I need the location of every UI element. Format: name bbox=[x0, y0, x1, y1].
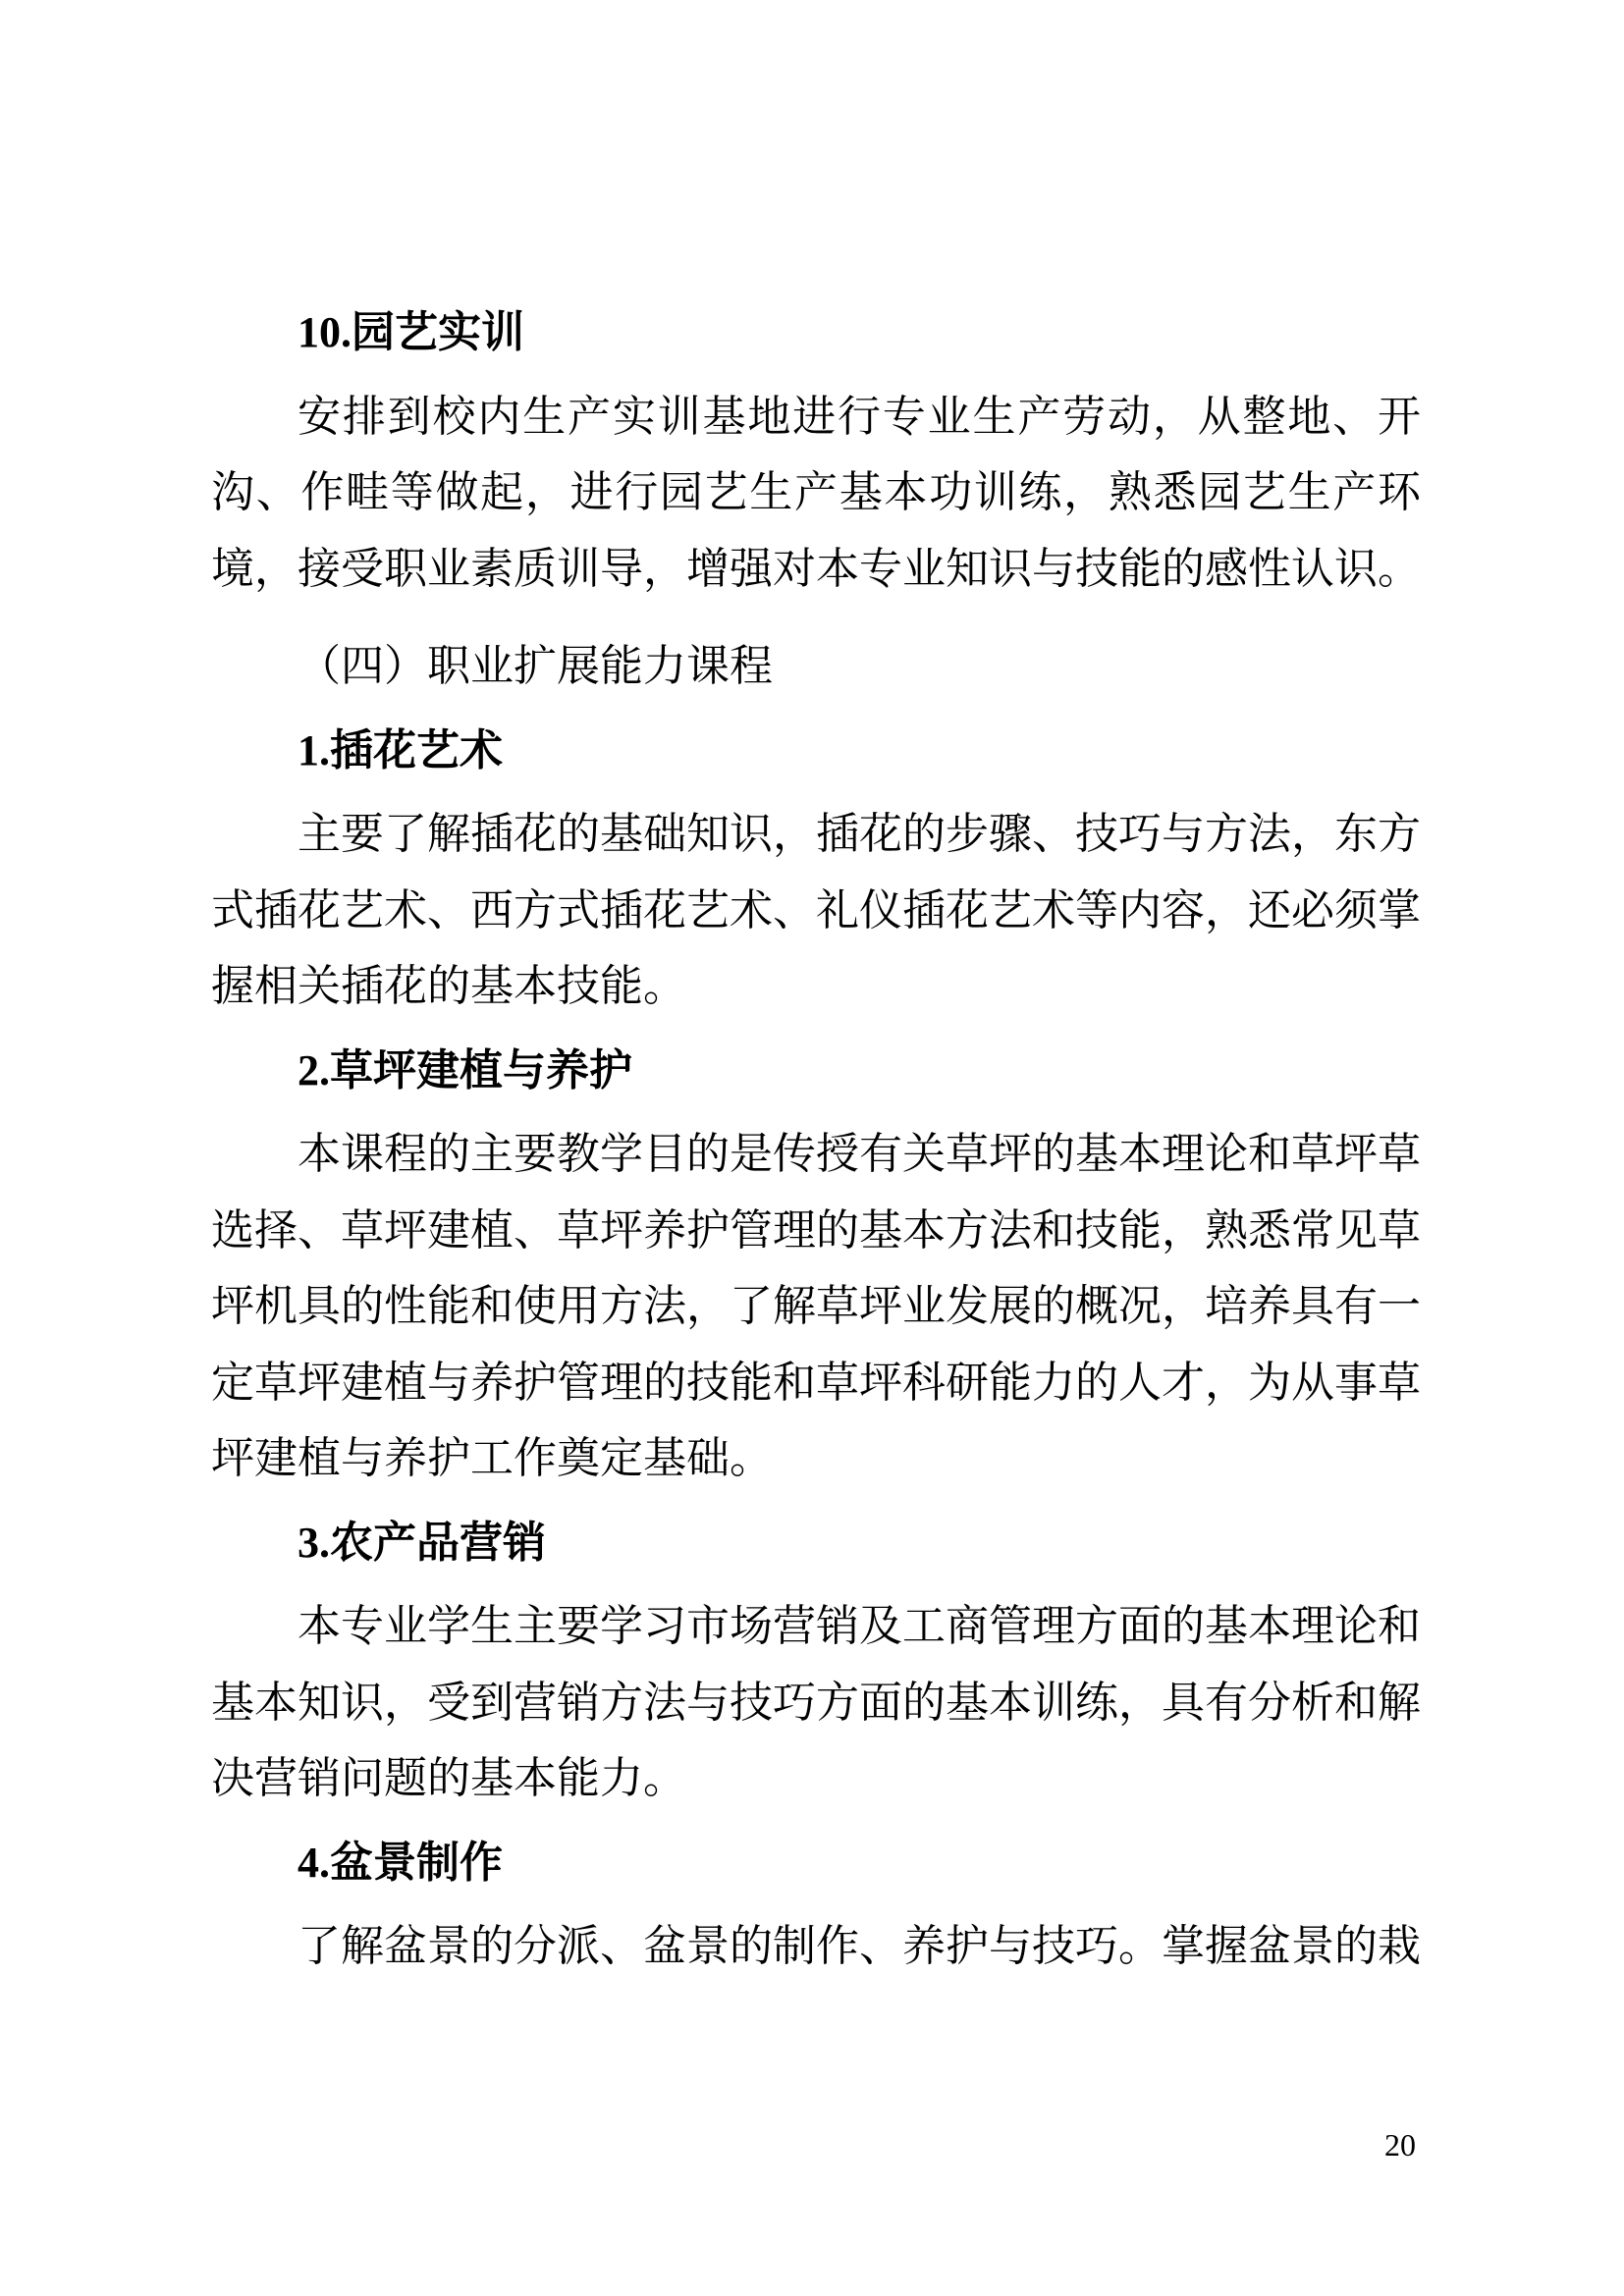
page-number: 20 bbox=[1384, 2127, 1416, 2163]
heading-3-agri-product-marketing: 3.农产品营销 bbox=[298, 1518, 546, 1567]
paragraph-horticulture-training: 安排到校内生产实训基地进行专业生产劳动，从整地、开沟、作畦等做起，进行园艺生产基本功训练，熟悉园艺生产环境，接受职业素质训导，增强对本专业知识与技能的感性认识。 bbox=[211, 392, 1421, 593]
heading-section-4-career-extension: （四）职业扩展能力课程 bbox=[298, 642, 773, 690]
heading-10-horticulture-training: 10.园艺实训 bbox=[298, 308, 524, 356]
paragraph-agri-product-marketing: 本专业学生主要学习市场营销及工商管理方面的基本理论和基本知识，受到营销方法与技巧方面的基本训练，具有分析和解决营销问题的基本能力。 bbox=[211, 1602, 1421, 1802]
heading-2-lawn-establishment: 2.草坪建植与养护 bbox=[298, 1045, 632, 1095]
heading-4-bonsai-making: 4.盆景制作 bbox=[298, 1838, 503, 1887]
paragraph-lawn-establishment: 本课程的主要教学目的是传授有关草坪的基本理论和草坪草选择、草坪建植、草坪养护管理的基本方法和技能，熟悉常见草坪机具的性能和使用方法，了解草坪业发展的概况，培养具有一定草坪建植与养护管理的技能和草坪科研能力的人才，为从事草坪建植与养护工作奠定基础。 bbox=[211, 1130, 1421, 1482]
paragraph-flower-arrangement: 主要了解插花的基础知识，插花的步骤、技巧与方法，东方式插花艺术、西方式插花艺术、礼仪插花艺术等内容，还必须掌握相关插花的基本技能。 bbox=[211, 810, 1421, 1010]
document-content bbox=[211, 294, 1421, 1985]
heading-1-flower-arrangement: 1.插花艺术 bbox=[298, 725, 503, 774]
paragraph-bonsai-making: 了解盆景的分派、盆景的制作、养护与技巧。掌握盆景的栽 bbox=[298, 1922, 1421, 1970]
